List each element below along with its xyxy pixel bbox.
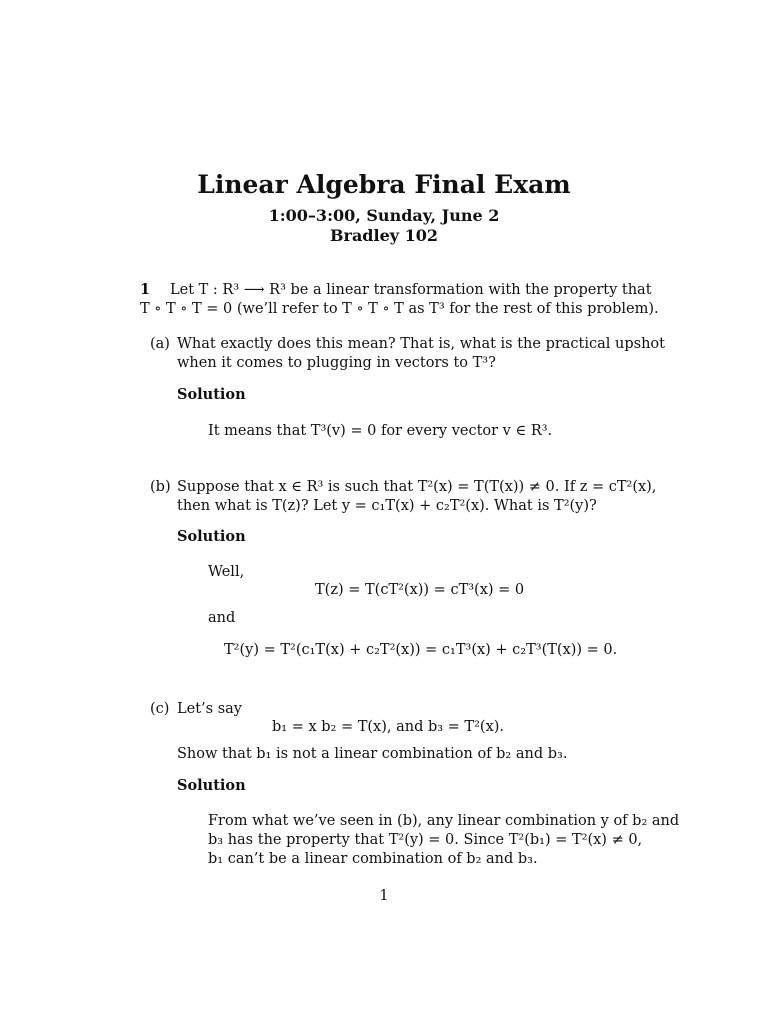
- exam-room: Bradley 102: [329, 226, 439, 245]
- problem-intro-line2: T ∘ T ∘ T = 0 (we’ll refer to T ∘ T ∘ T as T³ for the rest of this problem).: [140, 301, 659, 317]
- part-a-solution-heading: Solution: [177, 386, 246, 403]
- part-b-equation-1: T(z) = T(cT²(x)) = cT³(x) = 0: [315, 582, 525, 598]
- part-c-label: (c): [150, 701, 170, 717]
- part-b-and: and: [208, 610, 236, 626]
- part-a-question-line1: What exactly does this mean? That is, what is the practical upshot: [177, 336, 665, 352]
- part-c-answer-line3: b₁ can’t be a linear combination of b₂ and b₃.: [208, 851, 538, 867]
- page-number: 1: [379, 888, 389, 904]
- part-c-lets-say: Let’s say: [177, 701, 242, 717]
- part-b-question-line2: then what is T(z)? Let y = c₁T(x) + c₂T²(x). What is T²(y)?: [177, 498, 597, 514]
- part-c-answer-line2: b₃ has the property that T²(y) = 0. Since T²(b₁) = T²(x) ≠ 0,: [208, 832, 643, 848]
- part-a-answer: It means that T³(v) = 0 for every vector v ∈ R³.: [208, 423, 553, 439]
- part-c-solution-heading: Solution: [177, 777, 246, 794]
- part-c-show: Show that b₁ is not a linear combination of b₂ and b₃.: [177, 746, 568, 762]
- part-b-solution-heading: Solution: [177, 528, 246, 545]
- part-c-definitions: b₁ = x b₂ = T(x), and b₃ = T²(x).: [272, 719, 505, 735]
- part-c-answer-line1: From what we’ve seen in (b), any linear combination y of b₂ and: [208, 813, 680, 829]
- part-b-equation-2: T²(y) = T²(c₁T(x) + c₂T²(x)) = c₁T³(x) + c₂T³(T(x)) = 0.: [224, 642, 618, 658]
- part-a-label: (a): [150, 336, 170, 352]
- exam-title: Linear Algebra Final Exam: [197, 170, 571, 199]
- part-b-well: Well,: [208, 564, 245, 580]
- problem-number: 1: [140, 281, 151, 298]
- problem-intro-line1: Let T : R³ ⟶ R³ be a linear transformation with the property that: [170, 282, 652, 298]
- exam-time: 1:00–3:00, Sunday, June 2: [268, 206, 500, 225]
- part-b-label: (b): [150, 479, 171, 495]
- part-b-question-line1: Suppose that x ∈ R³ is such that T²(x) = T(T(x)) ≠ 0. If z = cT²(x),: [177, 479, 657, 495]
- part-a-question-line2: when it comes to plugging in vectors to T³?: [177, 355, 496, 371]
